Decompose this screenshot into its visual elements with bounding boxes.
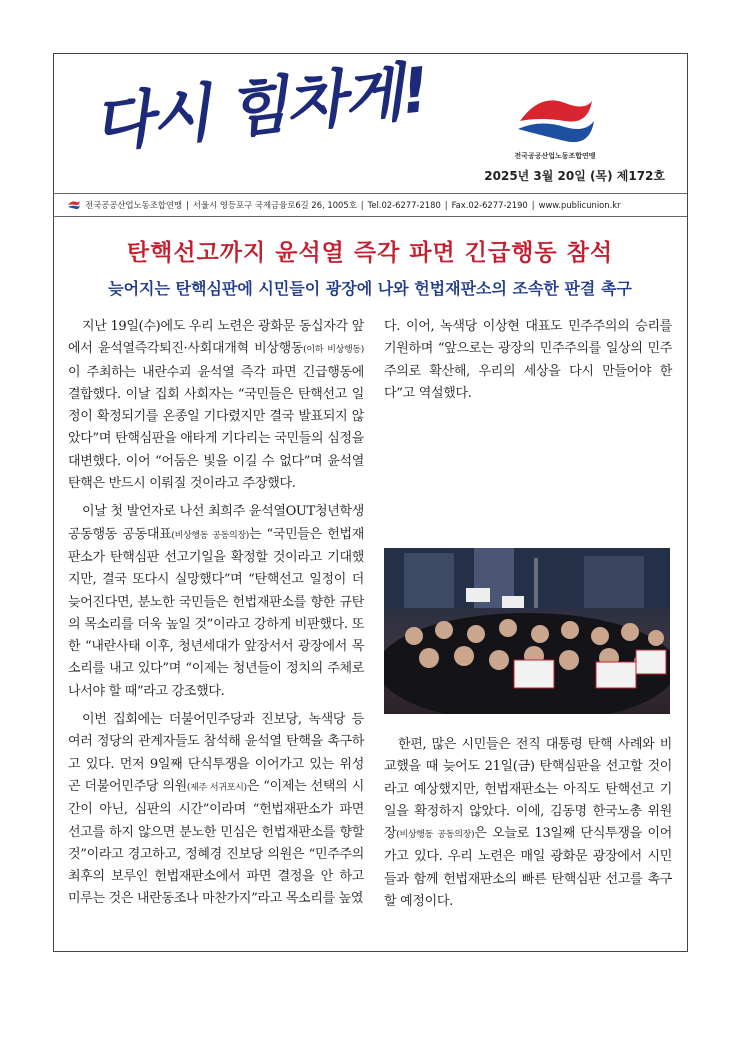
paragraph-1: 지난 19일(수)에도 우리 노련은 광화문 동십자각 앞에서 윤석열즉각퇴진·사회대개혁 비상행동(이하 비상행동)이 주최하는 내란수괴 윤석열 즉각 파면 긴급행동에 결합했다. 이날 집회 사회자는 “국민들은 탄핵선고 일정이 확정되기를 온종일 기다렸지만 결국 발표되지 않았다”며 탄핵심판을 애타게 기다리는 국민들의 심정을 대변했다. 이어 “어둠은 빛을 이길 수 없다”며 윤석열 탄핵은 반드시 이뤄질 것이라고 주장했다. (68, 319, 364, 492)
contact-org: 전국공공산업노동조합연맹 (85, 200, 183, 210)
union-emblem-icon (67, 200, 81, 210)
paragraph-2: 이날 첫 발언자로 나선 최희주 윤석열OUT청년학생공동행동 공동대표(비상행동 공동의장)는 “국민들은 헌법재판소가 탄핵심판 선고기일을 확정할 것이라고 기대했지만, 결국 또다시 실망했다”며 “탄핵선고 일정이 더 늦어진다면, 분노한 국민들은 헌법재판소를 향한 규탄의 목소리를 더욱 높일 것”이라고 강하게 비판했다. 또한 “내란사태 이후, 청년세대가 앞장서서 광장에서 목소리를 내고 있다”며 “이제는 청년들이 정치의 주체로 나서야 할 때”라고 강조했다. (68, 504, 364, 699)
newsletter-logo: 다시 힘차게! (89, 53, 431, 161)
contact-website-link[interactable]: www.publicunion.kr (538, 200, 621, 210)
article-column-left (68, 316, 364, 917)
union-emblem-icon (510, 91, 600, 149)
paragraph-3-continued: 다. 이어, 녹색당 이상현 대표도 민주주의의 승리를 기원하며 “앞으로는 광장의 민주주의를 일상의 민주주의로 확산해, 우리의 세상을 다시 만들어야 한다”고 역설했다. (384, 319, 672, 401)
contact-tel: Tel.02-6277-2180 (367, 200, 441, 210)
contact-bar: 전국공공산업노동조합연맹 | 서울시 영등포구 국제금융로6길 26, 1005호 | Tel.02-6277-2180 | Fax.02-6277-2190 | www.publicunion.kr (53, 193, 687, 217)
article-column-right-bottom (384, 734, 672, 919)
issue-date: 2025년 3월 20일 (목) 제172호 (484, 169, 665, 183)
contact-fax: Fax.02-6277-2190 (451, 200, 528, 210)
masthead (53, 53, 687, 193)
paragraph-3: 이번 집회에는 더불어민주당과 진보당, 녹색당 등 여러 정당의 관계자들도 참석해 윤석열 탄핵을 촉구하고 있다. 먼저 9일째 단식투쟁을 이어가고 있는 위성곤 더불어민주당 의원(제주 서귀포시)은 “이제는 선택의 시간이 아닌, 심판의 시간”이라며 “헌법재판소가 파면 선고를 하지 않으면 분노한 민심은 헌법재판소를 향할 것”이라고 경고하고, 정혜경 진보당 의원은 “민주주의 최후의 보루인 헌법재판소에서 파면 결정을 안 하고 미루는 것은 내란동조나 마찬가지”라고 목소리를 높였 (68, 712, 364, 907)
union-name: 전국공공산업노동조합연맹 (514, 152, 596, 160)
article-column-right-top (384, 316, 672, 411)
contact-address: 서울시 영등포구 국제금융로6길 26, 1005호 (192, 200, 357, 210)
article-subheadline: 늦어지는 탄핵심판에 시민들이 광장에 나와 헌법재판소의 조속한 판결 촉구 (108, 279, 632, 298)
rally-photo (384, 548, 670, 714)
article-headline: 탄핵선고까지 윤석열 즉각 파면 긴급행동 참석 (126, 239, 614, 266)
rally-crowd-image (384, 548, 670, 714)
paragraph-4: 한편, 많은 시민들은 전직 대통령 탄핵 사례와 비교했을 때 늦어도 21일(금) 탄핵심판을 선고할 것이라고 예상했지만, 헌법재판소는 아직도 탄핵선고 기일을 확정하지 않았다. 이에, 김동명 한국노총 위원장(비상행동 공동의장)은 오늘로 13일째 단식투쟁을 이어가고 있다. 우리 노련은 매일 광화문 광장에서 시민들과 함께 헌법재판소의 빠른 탄핵심판 선고를 촉구할 예정이다. (384, 737, 672, 910)
